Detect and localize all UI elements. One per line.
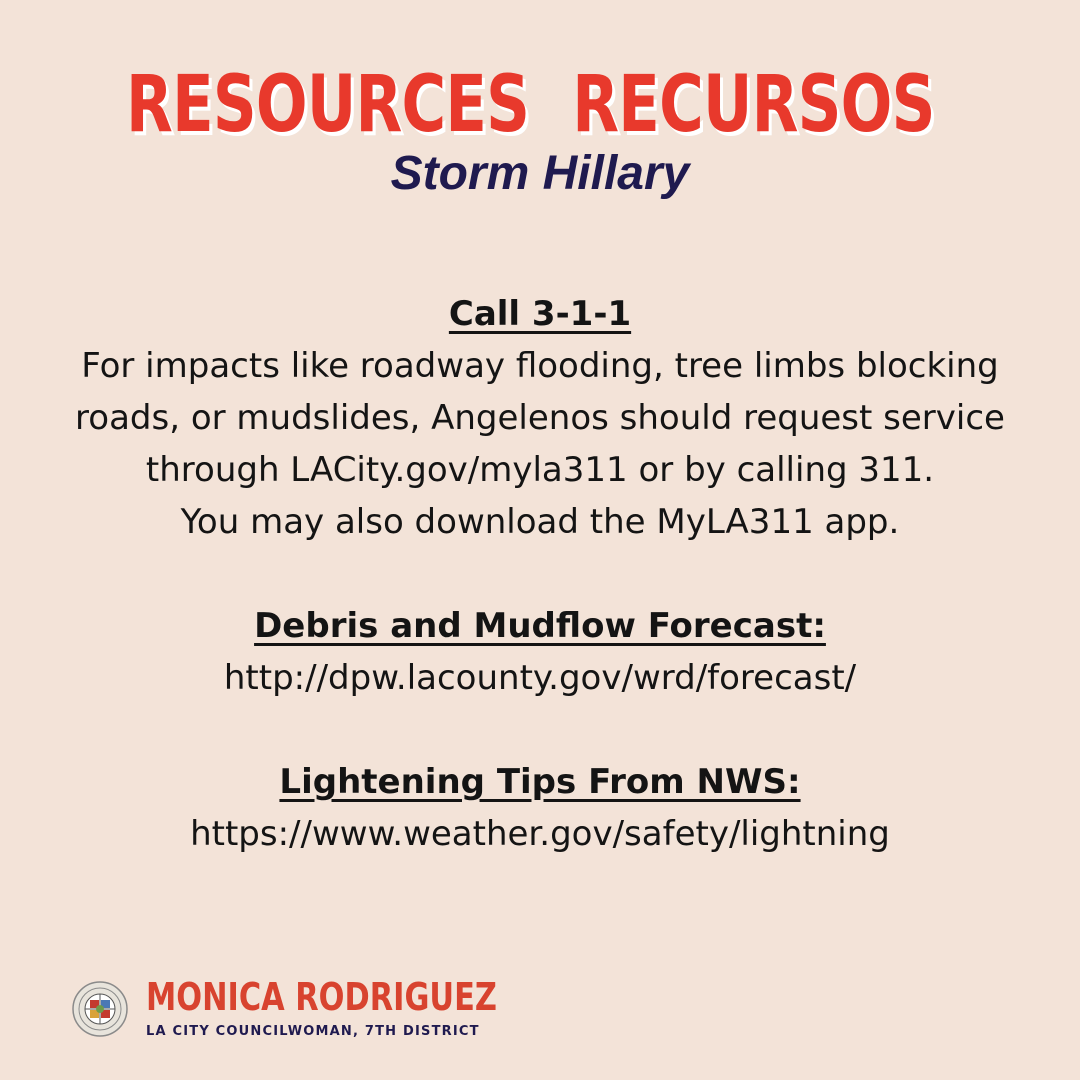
section-lightning-tips [40, 756, 1040, 860]
section-debris-forecast [40, 600, 1040, 704]
resources-content [40, 288, 1040, 860]
body-line: You may also download the MyLA311 app. [180, 502, 900, 542]
link-text: http://dpw.lacounty.gov/wrd/forecast/ [223, 658, 857, 698]
section-call-311 [40, 288, 1040, 548]
footer-name: MONICA RODRIGUEZ [146, 975, 497, 1019]
footer-text [146, 975, 585, 1039]
link-text: https://www.weather.gov/safety/lightning [190, 814, 890, 854]
body-line: roads, or mudslides, Angelenos should request service [75, 398, 1005, 438]
footer-role: LA CITY COUNCILWOMAN, 7TH DISTRICT [146, 1024, 480, 1039]
spacer [40, 548, 1040, 600]
title-recursos: RECURSOS [572, 60, 935, 150]
spacer [40, 704, 1040, 756]
title-resources: RESOURCES [126, 60, 530, 150]
body-line: For impacts like roadway flooding, tree limbs blocking [81, 346, 999, 386]
section-heading: Lightening Tips From NWS: [279, 762, 801, 802]
section-heading: Debris and Mudflow Forecast: [254, 606, 826, 646]
city-seal-icon [72, 981, 128, 1037]
body-line: through LACity.gov/myla311 or by calling 311. [145, 450, 935, 490]
section-heading: Call 3-1-1 [448, 294, 632, 334]
footer [72, 975, 585, 1039]
subtitle: Storm Hillary [390, 147, 690, 200]
